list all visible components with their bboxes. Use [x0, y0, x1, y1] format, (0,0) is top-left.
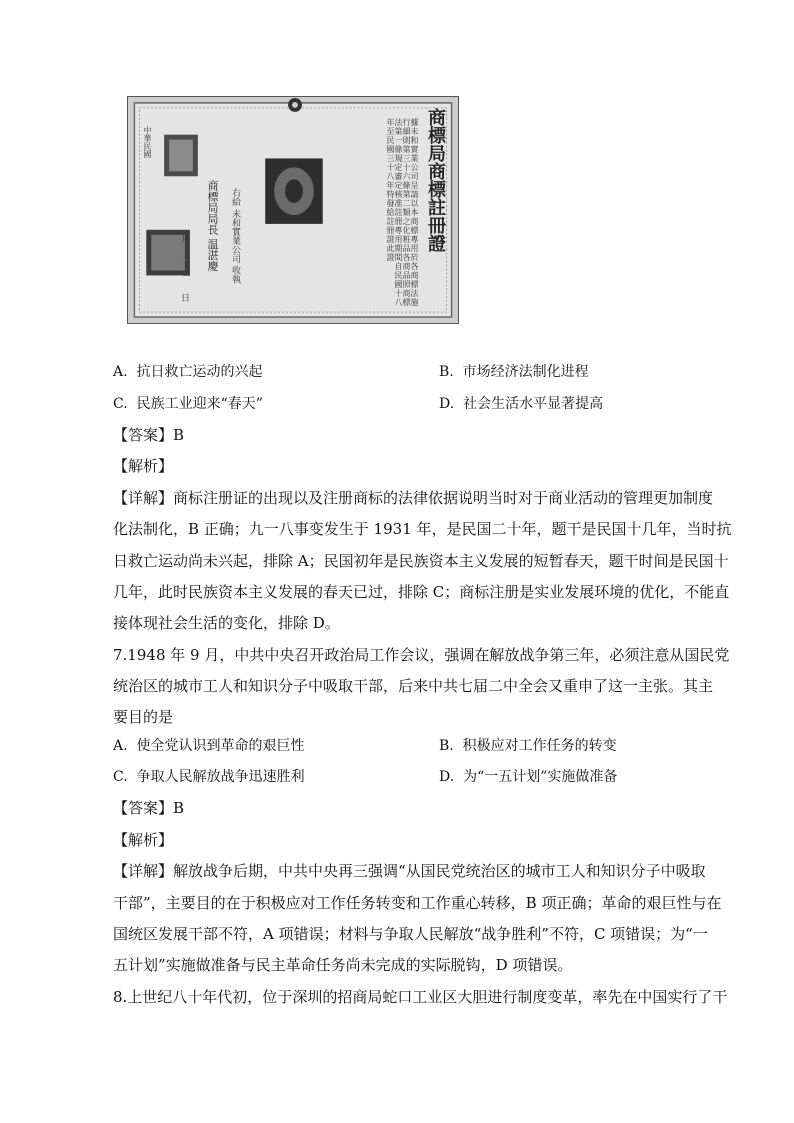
- option-text: 积极应对工作任务的转变: [462, 738, 617, 754]
- option-text: 为“一五计划”实施做准备: [463, 769, 618, 785]
- option-label: D.: [439, 769, 455, 785]
- certificate-date-day: 日: [181, 294, 191, 304]
- q7-analysis-tag: 【解析】: [113, 831, 174, 849]
- q6-answer: [113, 425, 184, 445]
- option-label: B.: [439, 364, 454, 380]
- answer-value: B: [173, 426, 185, 444]
- option-label: A.: [113, 364, 128, 380]
- q7-detail-line-3: 国统区发展干部不符，A 项错误；材料与争取人民解放“战争胜利”不符，C 项错误；为“一: [113, 925, 708, 943]
- answer-tag: 【答案】: [113, 426, 174, 444]
- certificate-body-text: 據未和實業公司呈請以本商標專用於各商標法施行細則第三十六條第二類之化粧品各商品照商標法第一條規定審定核准註冊專用期間自民國十八年至民國三十八年特發給註冊證此證: [386, 118, 419, 307]
- q7-detail-line-4: 五计划”实施做准备与民主革命任务尚未完成的实际脱钩，D 项错误。: [113, 956, 573, 974]
- q6-detail-line-5: 接体现社会生活的变化，排除 D。: [113, 614, 340, 632]
- certificate-signature-2: 右給 未和實業公司 收執: [230, 188, 240, 284]
- q6-detail-line-2: 化法制化，B 正确；九一八事变发生于 1931 年，是民国二十年，题干是民国十几年，当时抗: [113, 520, 732, 538]
- q6-option-a: [113, 362, 262, 382]
- option-label: B.: [439, 738, 454, 754]
- q6-option-b: [439, 362, 589, 382]
- certificate-date-day-num: 二十一: [182, 256, 191, 280]
- q7-option-b: [439, 736, 617, 756]
- q7-option-d: [439, 767, 617, 787]
- q7-stem-line-3: 要目的是: [113, 708, 174, 726]
- q7-stem-line-2: 统治区的城市工人和知识分子中吸取干部，后来中共七届二中全会又重申了这一主张。其主: [113, 677, 714, 695]
- q6-option-c: [113, 394, 263, 414]
- option-label: A.: [113, 738, 128, 754]
- q6-detail-line-4: 几年，此时民族资本主义发展的春天已过，排除 C；商标注册是实业发展环境的优化，不能直: [113, 583, 730, 601]
- certificate-date-month: 月: [181, 235, 191, 245]
- q7-stem-line-1: 7.1948 年 9 月，中共中央召开政治局工作会议，强调在解放战争第三年，必须注意从国民党: [113, 646, 730, 664]
- q6-analysis-tag: 【解析】: [113, 457, 174, 475]
- option-label: C.: [113, 396, 128, 412]
- option-text: 使全党认识到革命的艰巨性: [136, 738, 305, 754]
- option-text: 民族工业迎来“春天”: [136, 396, 263, 412]
- q7-detail-line-1: 【详解】解放战争后期，中共中央再三强调“从国民党统治区的城市工人和知识分子中吸取: [113, 862, 706, 880]
- q7-option-c: [113, 767, 305, 787]
- q7-option-a: [113, 736, 304, 756]
- option-text: 抗日救亡运动的兴起: [136, 364, 263, 380]
- option-label: C.: [113, 769, 128, 785]
- option-label: D.: [439, 396, 455, 412]
- q6-detail-line-3: 日救亡运动尚未兴起，排除 A；民国初年是民族资本主义发展的短暂春天，题干时间是民国十: [113, 552, 729, 570]
- q6-detail-line-1: 【详解】商标注册证的出现以及注册商标的法律依据说明当时对于商业活动的管理更加制度: [113, 489, 714, 507]
- q6-option-d: [439, 394, 603, 414]
- option-text: 市场经济法制化进程: [462, 364, 589, 380]
- certificate-signature-1: 商標局局長 温湛慶: [206, 180, 219, 272]
- q8-stem-line-1: 8.上世纪八十年代初，位于深圳的招商局蛇口工业区大胆进行制度变革，率先在中国实行了干: [113, 988, 728, 1006]
- option-text: 社会生活水平显著提高: [463, 396, 604, 412]
- certificate-date-label: 中華民國: [143, 126, 152, 158]
- answer-value: B: [173, 799, 185, 817]
- answer-tag: 【答案】: [113, 799, 174, 817]
- option-text: 争取人民解放战争迅速胜利: [136, 769, 305, 785]
- q7-answer: [113, 798, 184, 818]
- q7-detail-line-2: 干部”，主要目的在于积极应对工作任务转变和工作重心转移，B 项正确；革命的艰巨性与在: [113, 894, 722, 912]
- certificate-title: 商標局商標註冊證: [425, 108, 446, 252]
